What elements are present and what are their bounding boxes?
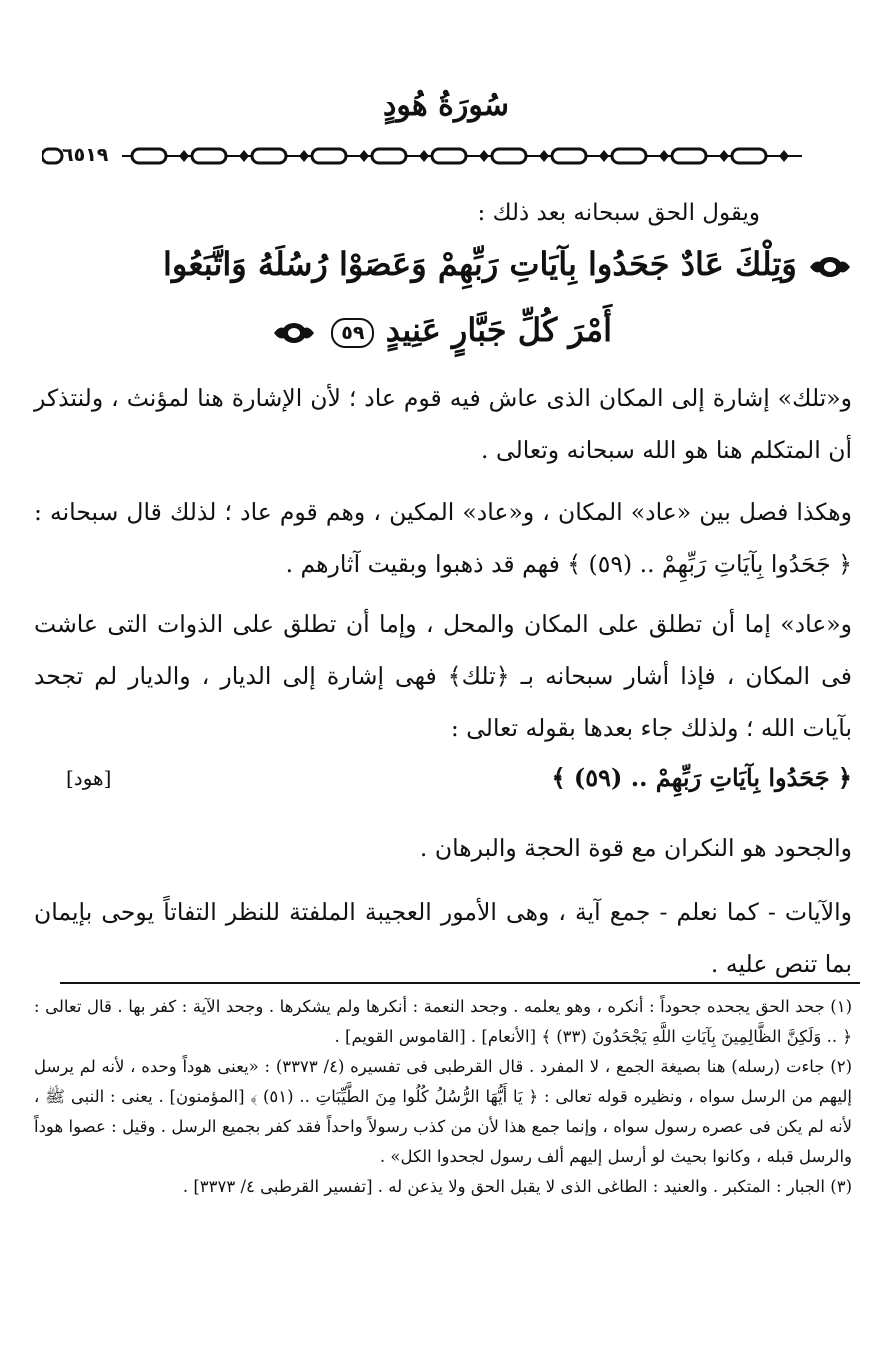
footnote-1: (١) جحد الحق يجحده جحوداً : أنكره ، وهو يعلمه . وجحد النعمة : أنكرها ولم يشكرها . وجحد الآية : كفر بها . قال تعالى : ﴿ .. وَلَكِنَّ الظَّالِمِينَ بِآيَاتِ اللَّهِ يَجْحَدُونَ (٣٣) ﴾ [الأنعام] . [القاموس القويم] . <box>34 997 852 1046</box>
surah-title: سُورَةُ هُودٍ <box>383 88 509 123</box>
surah-reference: [هود] <box>66 766 112 790</box>
intro-line: ويقول الحق سبحانه بعد ذلك : <box>477 200 760 226</box>
quran-verse-line-1 <box>32 238 852 290</box>
quoted-verse: ﴿ جَحَدُوا بِآيَاتِ رَبِّهِمْ .. (٥٩) ﴾ <box>551 763 852 792</box>
footnote-2: (٢) جاءت (رسله) هنا بصيغة الجمع ، لا المفرد . قال القرطبى فى تفسيره (٤/ ٣٣٧٣) : «يعنى هوداً وحده ، لأنه لم يرسل إليهم من الرسل سواه ، ونظيره قوله تعالى : ﴿ يَا أَيُّهَا الرُّسُلُ كُلُوا مِنَ الطَّيِّبَاتِ .. (٥١) ﴾ [المؤمنون] . يعنى : النبى ﷺ ، لأنه لم يكن فى عصره رسول سواه ، وإنما جمع هذا لأن من كذب رسولاً واحداً فقد كفر بجميع الرسل . وقيل : عصوا هوداً والرسل قبله ، وكانوا بحيث لو أرسل إليهم ألف رسول لجحدوا الكل» . <box>34 1057 852 1166</box>
footnotes <box>34 992 852 1202</box>
ayah-number-badge: ٥٩ <box>331 318 374 348</box>
paragraph-juhud: والجحود هو النكران مع قوة الحجة والبرهان . <box>419 834 852 862</box>
paragraph-ad-meaning: و«عاد» إما أن تطلق على المكان والمحل ، وإما أن تطلق على الذوات التى عاشت فى المكان ، فإذا أشار سبحانه بـ ﴿تلك﴾ فهى إشارة إلى الديار ، والديار لم تجحد بآيات الله ؛ ولذلك جاء بعدها بقوله تعالى : <box>34 610 852 742</box>
quran-verse-line-2 <box>272 304 612 356</box>
ornamental-border-rule <box>42 143 802 169</box>
verse-close-ornament-icon <box>272 318 316 348</box>
footnote-3: (٣) الجبار : المتكبر . والعنيد : الطاغى الذى لا يقبل الحق ولا يذعن له . [تفسير القرطبى ٤/ ٣٣٧٣] . <box>182 1177 852 1196</box>
verse-open-ornament-icon <box>808 252 852 282</box>
paragraph-tilka: و«تلك» إشارة إلى المكان الذى عاش فيه قوم عاد ؛ لأن الإشارة هنا لمؤنث ، ولنتذكر أن المتكلم هنا هو الله سبحانه وتعالى . <box>34 384 852 464</box>
page-number: ٦٥١٩ <box>62 144 109 166</box>
paragraph-ayat: والآيات - كما نعلم - جمع آية ، وهى الأمور العجيبة الملفتة للنظر التفاتاً يوحى بإيمان بما تنص عليه . <box>34 898 852 978</box>
footnote-divider <box>60 982 860 984</box>
paragraph-ad-distinction: وهكذا فصل بين «عاد» المكان ، و«عاد» المكين ، وهم قوم عاد ؛ لذلك قال سبحانه : ﴿ جَحَدُوا بِآيَاتِ رَبِّهِمْ .. (٥٩) ﴾ فهم قد ذهبوا وبقيت آثارهم . <box>34 498 852 578</box>
verse-text-line-1: وَتِلْكَ عَادٌ جَحَدُوا بِآيَاتِ رَبِّهِمْ وَعَصَوْا رُسُلَهُ وَاتَّبَعُوا <box>162 245 797 283</box>
verse-text-line-2: أَمْرَ كُلِّ جَبَّارٍ عَنِيدٍ <box>385 311 612 349</box>
